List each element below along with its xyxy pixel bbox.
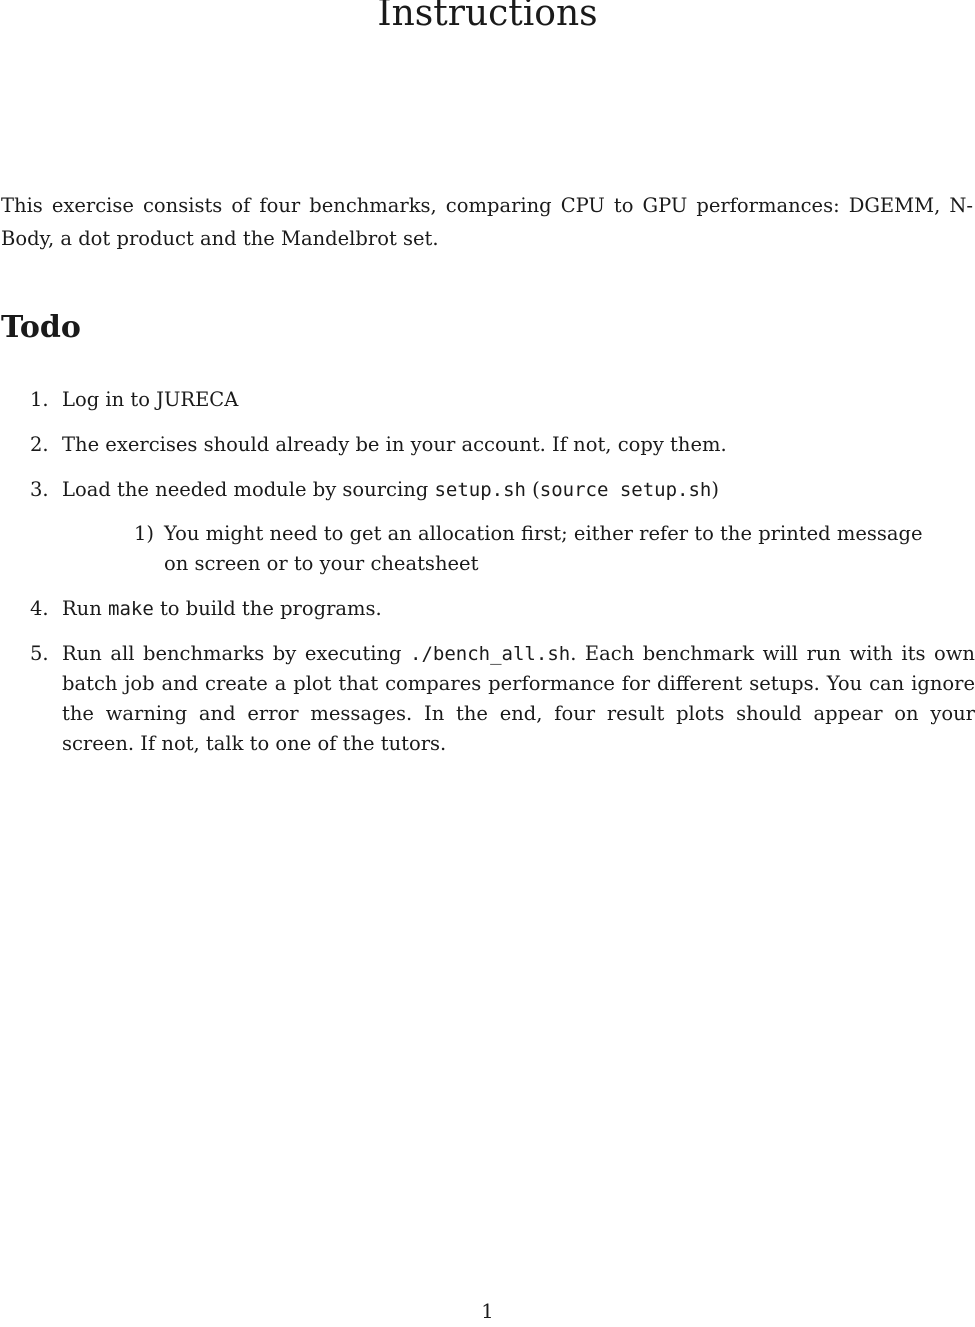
intro-paragraph: This exercise consists of four benchmarks, comparing CPU to GPU performances: DGEMM, N-Body, a dot product and the Mandelbrot set. [1, 194, 973, 250]
page-number: 1 [481, 1300, 494, 1323]
todo-item-number: 4. [30, 597, 49, 620]
todo-item-text: Run [62, 597, 108, 620]
page-title: Instructions [377, 0, 598, 34]
todo-item-text: Log in to JURECA [62, 388, 239, 411]
code-bench-script: ./bench_all.sh [410, 643, 571, 665]
todo-item-text: ( [525, 478, 540, 501]
todo-item-5 [0, 639, 975, 759]
sub-list [62, 519, 975, 579]
todo-item-3 [0, 475, 975, 579]
sub-item-text: You might need to get an allocation first; either refer to the printed message on screen or to your cheatsheet [164, 522, 923, 575]
todo-item-number: 3. [30, 478, 49, 501]
todo-item-text: ) [711, 478, 719, 501]
todo-list [0, 385, 975, 774]
section-heading-todo: Todo [1, 310, 81, 345]
todo-item-text: Load the needed module by sourcing [62, 478, 435, 501]
code-make-command: make [108, 598, 154, 620]
sub-item-1 [62, 519, 975, 579]
todo-item-number: 5. [30, 642, 49, 665]
todo-item-number: 1. [30, 388, 49, 411]
todo-item-text: Run all benchmarks by executing [62, 642, 411, 665]
code-source-command: source setup.sh [539, 479, 712, 501]
sub-item-number: 1) [134, 522, 155, 545]
todo-item-4 [0, 594, 975, 624]
todo-item-text: to build the programs. [153, 597, 382, 620]
todo-item-text: . Each benchmark will run with its own batch job and create a plot that compares performance for different setups. You can ignore the warning and error messages. In the end, four result plots should appear on your screen. If not, talk to one of the tutors. [62, 642, 975, 755]
todo-item-text: The exercises should already be in your account. If not, copy them. [62, 433, 727, 456]
todo-item-2 [0, 430, 975, 460]
todo-item-number: 2. [30, 433, 49, 456]
code-setup-script: setup.sh [434, 479, 526, 501]
todo-item-1 [0, 385, 975, 415]
